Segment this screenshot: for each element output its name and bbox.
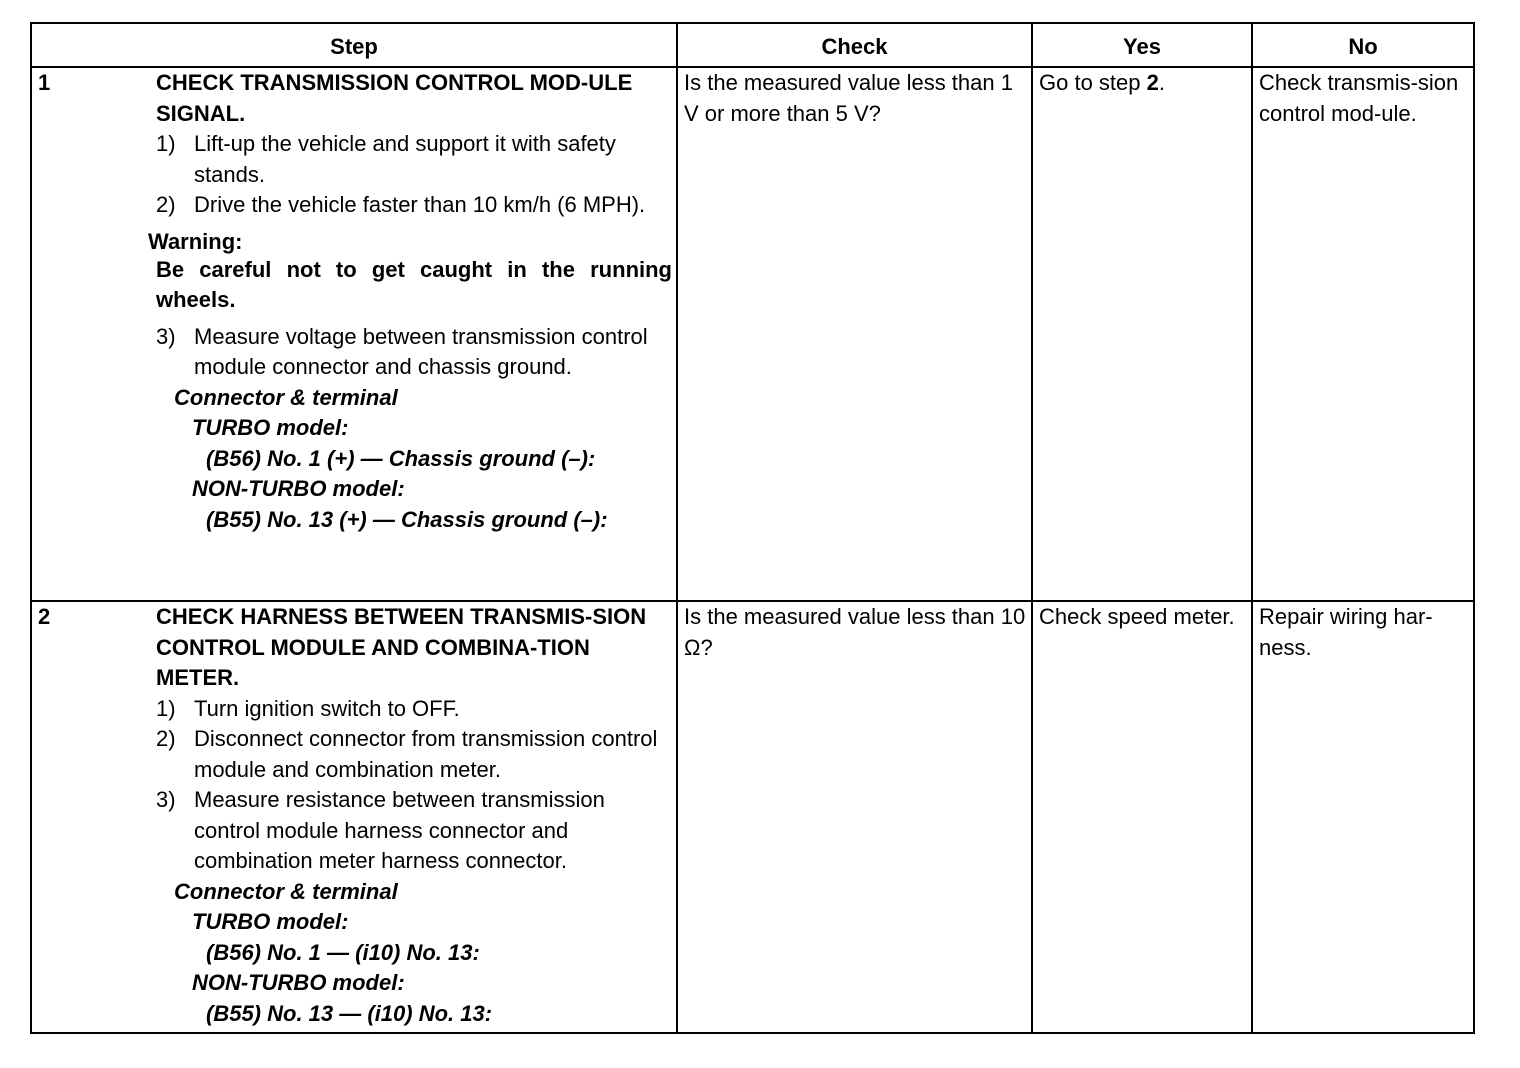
yes-cell: Check speed meter. (1032, 601, 1252, 1033)
list-item-text: Turn ignition switch to OFF. (194, 695, 460, 721)
list-item-number: 3) (156, 787, 176, 812)
diagnostic-table (30, 22, 1475, 1034)
list-item-text: Drive the vehicle faster than 10 km/h (6 MPH). (194, 192, 646, 217)
spec-model: NON-TURBO model: (192, 476, 405, 501)
step-cell (31, 601, 677, 1033)
spec-value: (B55) No. 13 — (i10) No. 13: (206, 1000, 493, 1026)
list-item (156, 724, 672, 785)
no-cell: Repair wiring har-ness. (1252, 601, 1474, 1033)
header-step: Step (31, 23, 677, 67)
yes-step-link: 2 (1146, 70, 1159, 95)
spec-value: (B56) No. 1 — (i10) No. 13: (206, 939, 480, 965)
list-item-number: 1) (156, 131, 176, 156)
step-number: 1 (38, 70, 51, 95)
check-cell: Is the measured value less than 1 V or more than 5 V? (677, 67, 1032, 601)
list-item-text: Measure resistance between transmission control module harness connector and combination meter harness connector. (194, 787, 605, 873)
step-cell (31, 67, 677, 601)
step-number: 2 (38, 604, 51, 629)
warning-text: Be careful not to get caught in the running wheels. (156, 256, 672, 312)
warning-label: Warning: (148, 228, 243, 254)
yes-text: Go to step (1039, 70, 1147, 95)
table-row (31, 67, 1474, 601)
spec-model: TURBO model: (192, 415, 349, 440)
step-body (148, 68, 672, 383)
list-item (156, 322, 672, 383)
header-yes: Yes (1032, 23, 1252, 67)
list-item-text: Lift-up the vehicle and support it with safety stands. (194, 131, 616, 187)
list-item-text: Disconnect connector from transmission control module and combination meter. (194, 726, 658, 782)
list-item-number: 1) (156, 695, 176, 721)
spec-value: (B55) No. 13 (+) — Chassis ground (–): (206, 506, 608, 532)
step-title: CHECK TRANSMISSION CONTROL MOD-ULE SIGNAL. (156, 70, 633, 126)
table-row (31, 601, 1474, 1033)
spec-model: TURBO model: (192, 909, 349, 934)
yes-cell (1032, 67, 1252, 601)
header-check: Check (677, 23, 1032, 67)
step-body (156, 602, 672, 877)
no-cell: Check transmis-sion control mod-ule. (1252, 67, 1474, 601)
list-item-text: Measure voltage between transmission control module connector and chassis ground. (194, 323, 648, 379)
list-item (156, 694, 672, 725)
yes-suffix: . (1158, 70, 1165, 95)
spec-heading: Connector & terminal (174, 384, 398, 410)
list-item-number: 2) (156, 192, 176, 217)
list-item-number: 2) (156, 726, 176, 751)
table-header-row (31, 23, 1474, 67)
list-item (156, 129, 672, 190)
step-title: CHECK HARNESS BETWEEN TRANSMIS-SION CONTROL MODULE AND COMBINA-TION METER. (156, 604, 647, 690)
list-item (156, 785, 672, 877)
header-no: No (1252, 23, 1474, 67)
list-item (156, 190, 672, 221)
spec-value: (B56) No. 1 (+) — Chassis ground (–): (206, 445, 596, 471)
check-cell: Is the measured value less than 10 Ω? (677, 601, 1032, 1033)
list-item-number: 3) (156, 323, 176, 349)
spec-model: NON-TURBO model: (192, 970, 405, 995)
spec-heading: Connector & terminal (174, 878, 398, 904)
